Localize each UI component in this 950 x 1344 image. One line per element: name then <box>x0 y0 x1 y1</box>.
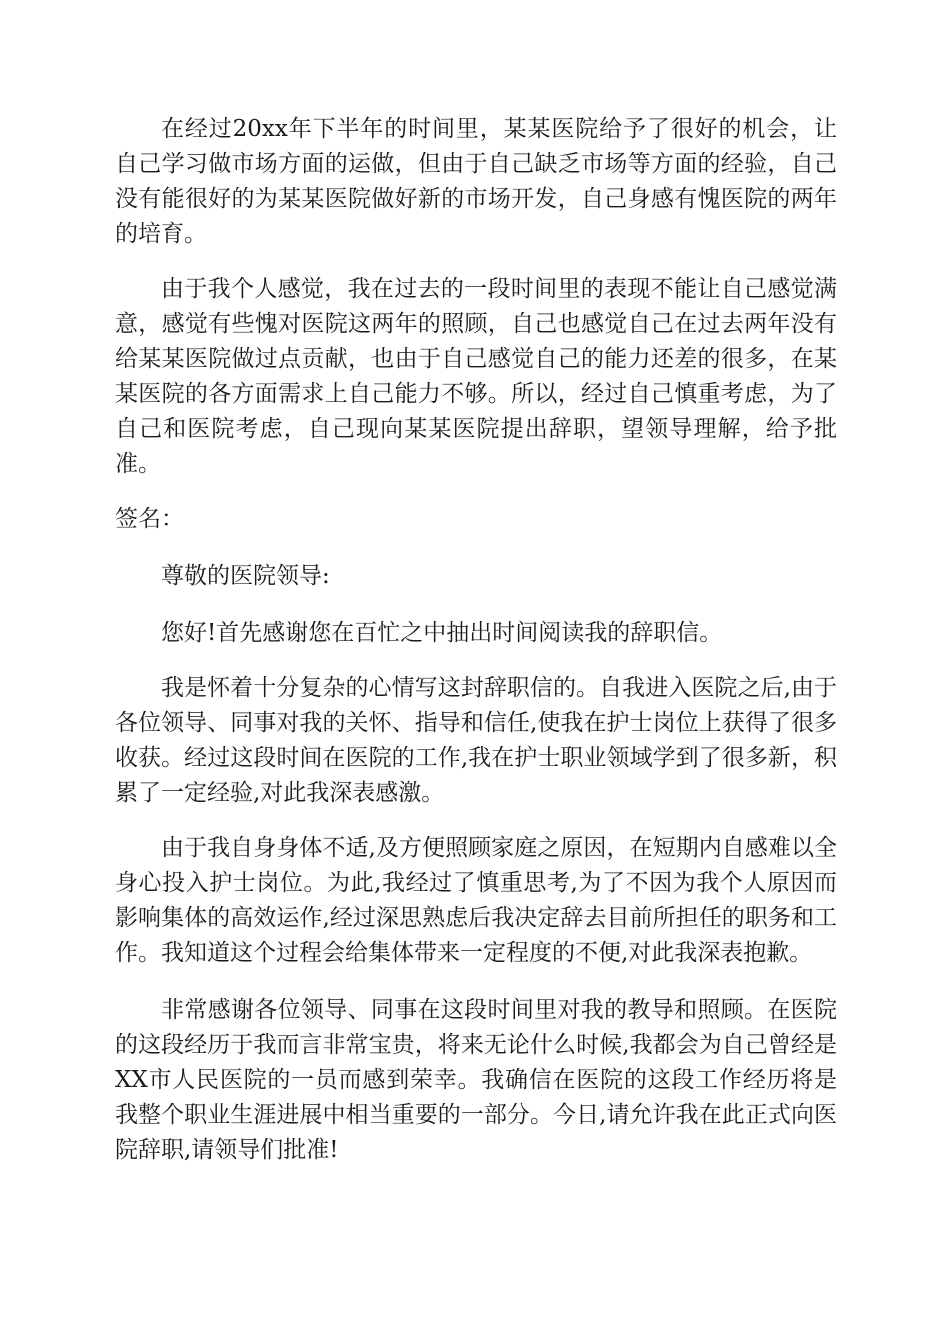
paragraph-closing: 非常感谢各位领导、同事在这段时间里对我的教导和照顾。在医院的这段经历于我而言非常宝贵，将来无论什么时候,我都会为自己曾经是XX市人民医院的一员而感到荣幸。我确信在医院的这段工作经历将是我整个职业生涯进展中相当重要的一部分。今日,请允许我在此正式向医院辞职,请领导们批准! <box>115 997 837 1163</box>
signature-label: 签名： <box>115 506 184 532</box>
salutation: 尊敬的医院领导: <box>161 563 330 589</box>
paragraph-gratitude: 我是怀着十分复杂的心情写这封辞职信的。自我进入医院之后,由于各位领导、同事对我的关怀、指导和信任,使我在护士岗位上获得了很多收获。经过这段时间在医院的工作,我在护士职业领域学到了很多新，积累了一定经验,对此我深表感激。 <box>115 675 837 806</box>
paragraph-reason: 由于我自身身体不适,及方便照顾家庭之原因，在短期内自感难以全身心投入护士岗位。为此,我经过了慎重思考,为了不因为我个人原因而影响集体的高效运作,经过深思熟虑后我决定辞去目前所担任的职务和工作。我知道这个过程会给集体带来一定程度的不便,对此我深表抱歉。 <box>115 835 837 966</box>
paragraph-self-assessment: 由于我个人感觉，我在过去的一段时间里的表现不能让自己感觉满意，感觉有些愧对医院这两年的照顾，自己也感觉自己在过去两年没有给某某医院做过点贡献，也由于自己感觉自己的能力还差的很多，在某某医院的各方面需求上自己能力不够。所以，经过自己慎重考虑，为了自己和医院考虑，自己现向某某医院提出辞职，望领导理解，给予批准。 <box>115 276 837 477</box>
paragraph-opportunity: 在经过20xx年下半年的时间里，某某医院给予了很好的机会，让自己学习做市场方面的运做，但由于自己缺乏市场等方面的经验，自己没有能很好的为某某医院做好新的市场开发，自己身感有愧医院的两年的培育。 <box>115 116 837 247</box>
document-page <box>115 112 837 1168</box>
greeting: 您好!首先感谢您在百忙之中抽出时间阅读我的辞职信。 <box>161 620 723 646</box>
